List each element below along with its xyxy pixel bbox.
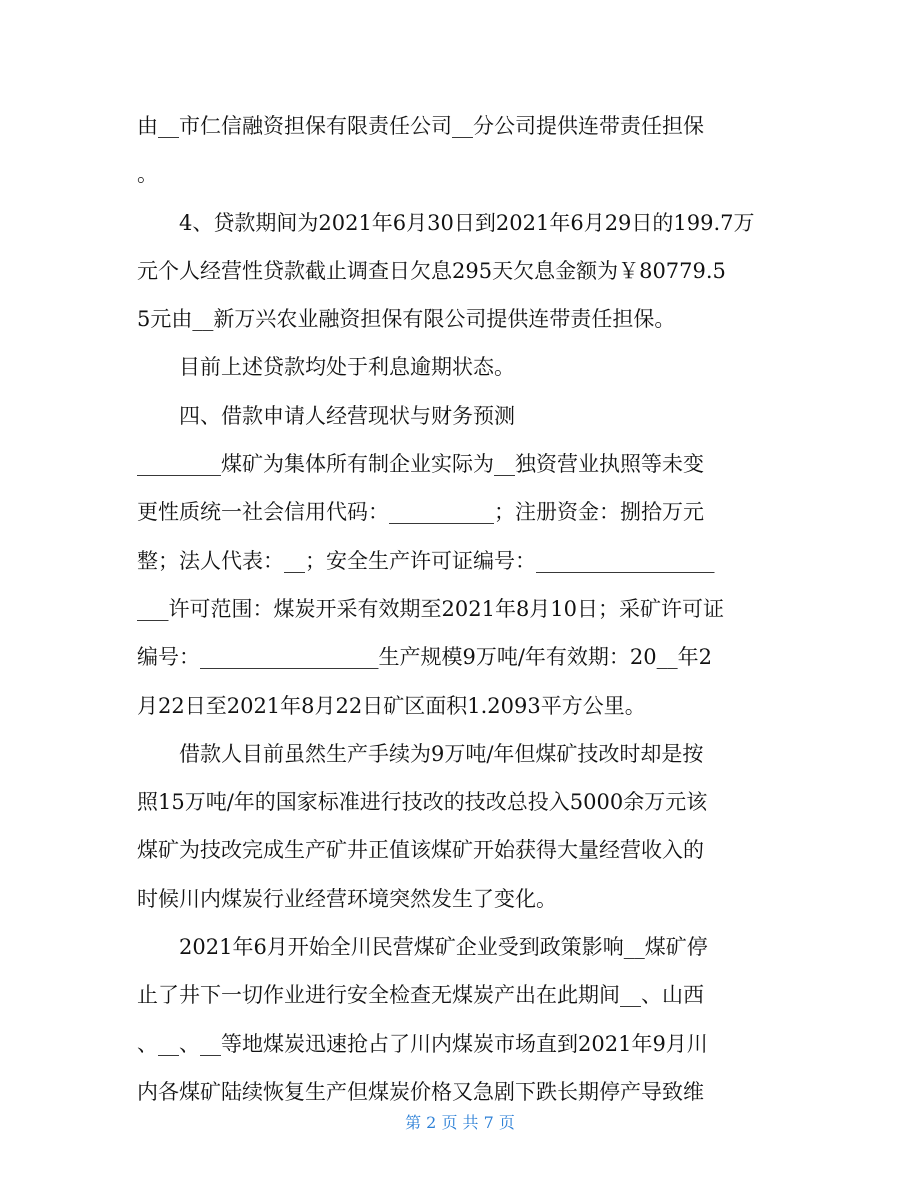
text-line: 整；法人代表：__；安全生产许可证编号：_________________	[137, 548, 715, 573]
page-number-footer: 第 2 页 共 7 页	[405, 1113, 515, 1132]
section-heading: 四、借款申请人经营现状与财务预测	[137, 403, 515, 428]
text-line: 目前上述贷款均处于利息逾期状态。	[137, 355, 515, 380]
text-line: 时候川内煤炭行业经营环境突然发生了变化。	[137, 886, 557, 911]
text-line: 照15万吨/年的国家标准进行技改的技改总投入5000余万元该	[137, 790, 708, 815]
text-line: 止了井下一切作业进行安全检查无煤炭产出在此期间__、山西	[137, 983, 704, 1008]
text-line: 4、贷款期间为2021年6月30日到2021年6月29日的199.7万	[137, 210, 755, 235]
text-line: 更性质统一社会信用代码：__________；注册资金：捌拾万元	[137, 500, 704, 525]
text-line: ___许可范围：煤炭开采有效期至2021年8月10日；采矿许可证	[137, 596, 725, 621]
text-line: ________煤矿为集体所有制企业实际为__独资营业执照等未变	[137, 452, 704, 477]
text-line: 、__、__等地煤炭迅速抢占了川内煤炭市场直到2021年9月川	[137, 1031, 708, 1056]
text-line: 月22日至2021年8月22日矿区面积1.2093平方公里。	[137, 693, 646, 718]
document-body	[137, 102, 787, 1116]
text-line: 2021年6月开始全川民营煤矿企业受到政策影响__煤矿停	[137, 935, 708, 960]
text-line: 由__市仁信融资担保有限责任公司__分公司提供连带责任担保	[137, 114, 704, 138]
text-line: 元个人经营性贷款截止调查日欠息295天欠息金额为￥80779.5	[137, 258, 726, 283]
text-line: 。	[137, 162, 158, 187]
text-line: 5元由__新万兴农业融资担保有限公司提供连带责任担保。	[137, 307, 676, 332]
text-line: 借款人目前虽然生产手续为9万吨/年但煤矿技改时却是按	[137, 741, 704, 766]
text-line: 煤矿为技改完成生产矿井正值该煤矿开始获得大量经营收入的	[137, 838, 704, 863]
text-line: 编号：_________________生产规模9万吨/年有效期：20__年2	[137, 645, 713, 670]
text-line: 内各煤矿陆续恢复生产但煤炭价格又急剧下跌长期停产导致维	[137, 1079, 704, 1104]
